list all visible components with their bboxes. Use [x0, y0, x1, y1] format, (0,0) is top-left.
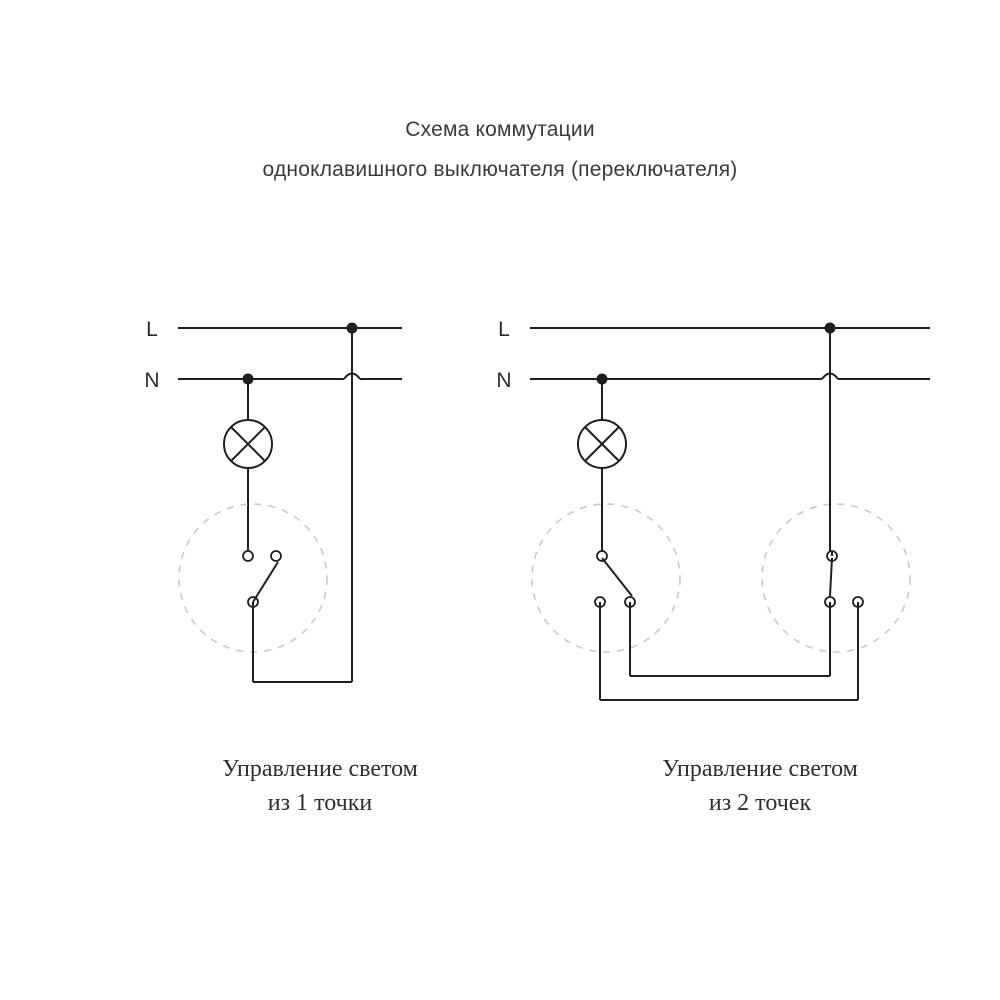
page-title-line-1: Схема коммутации — [405, 118, 595, 141]
caption-single-point-line-1: Управление светом — [222, 756, 418, 782]
label-live-left: L — [146, 318, 158, 341]
label-neutral-left: N — [144, 369, 160, 392]
caption-two-point — [540, 752, 980, 820]
switch-blade — [253, 562, 278, 602]
switch-right-blade — [830, 558, 832, 596]
caption-single-point — [100, 752, 540, 820]
switch-enclosure-dashed-outline-left — [532, 504, 680, 652]
label-neutral-right: N — [496, 369, 512, 392]
caption-two-point-line-1: Управление светом — [662, 756, 858, 782]
caption-single-point-line-2: из 1 точки — [267, 790, 373, 816]
switch-left-blade — [602, 558, 632, 596]
switch-terminal-upper-right — [271, 551, 281, 561]
page-title-line-2: одноклавишного выключателя (переключателя) — [262, 158, 738, 181]
schematic-two-point — [496, 318, 930, 700]
switch-terminal-upper-left — [243, 551, 253, 561]
label-live-right: L — [498, 318, 510, 341]
switch-enclosure-dashed-outline-right — [762, 504, 910, 652]
schematic-single-point — [144, 318, 402, 682]
caption-two-point-line-2: из 2 точек — [708, 790, 812, 816]
